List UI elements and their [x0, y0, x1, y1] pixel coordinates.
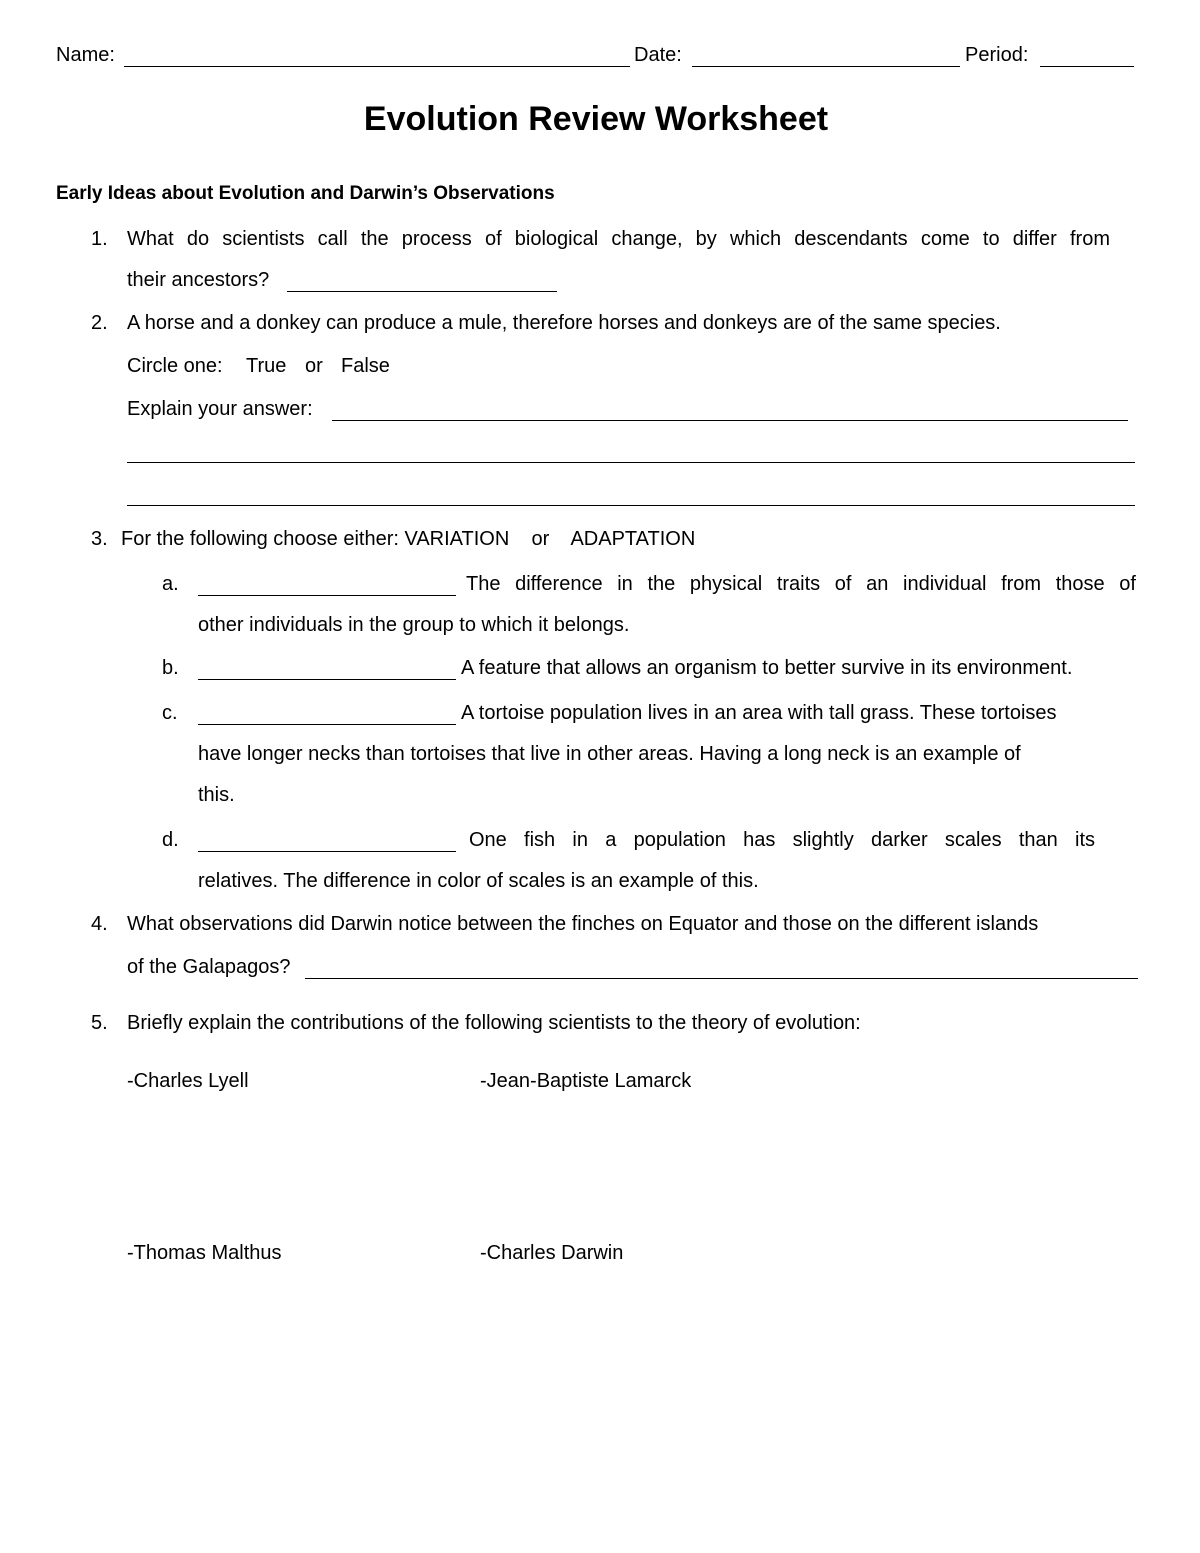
period-label: Period:: [965, 44, 1029, 66]
explain-answer-line-1[interactable]: [332, 420, 1128, 421]
item-a-text-cont: other individuals in the group to which it belongs.: [198, 614, 630, 636]
sub-item-letter: c.: [162, 702, 178, 724]
circle-one-label: Circle one:: [127, 355, 223, 377]
question-number: 4.: [91, 913, 108, 935]
question-1-text-cont: their ancestors?: [127, 269, 270, 291]
question-5-text: Briefly explain the contributions of the following scientists to the theory of evolution:: [127, 1012, 861, 1034]
answer-field-a[interactable]: [198, 595, 456, 596]
question-2-text: A horse and a donkey can produce a mule, therefore horses and donkeys are of the same species.: [127, 312, 1001, 334]
page-title: Evolution Review Worksheet: [363, 100, 829, 138]
question-4-text: What observations did Darwin notice between the finches on Equator and those on the different islands: [127, 913, 1039, 935]
question-number: 1.: [91, 228, 108, 250]
period-field[interactable]: [1040, 66, 1134, 67]
answer-field-d[interactable]: [198, 851, 456, 852]
date-label: Date:: [634, 44, 682, 66]
section-heading: Early Ideas about Evolution and Darwin’s Observations: [56, 183, 555, 204]
scientist-lyell: -Charles Lyell: [127, 1070, 249, 1092]
option-or: or: [305, 355, 323, 377]
sub-item-letter: a.: [162, 573, 179, 595]
date-field[interactable]: [692, 66, 960, 67]
question-3-intro: For the following choose either: VARIATION or ADAPTATION: [121, 528, 696, 550]
scientist-darwin: -Charles Darwin: [480, 1242, 624, 1264]
scientist-malthus: -Thomas Malthus: [127, 1242, 282, 1264]
explain-answer-line-3[interactable]: [127, 505, 1135, 506]
item-c-text-cont: have longer necks than tortoises that live in other areas. Having a long neck is an example of: [198, 743, 1021, 765]
option-false[interactable]: False: [341, 355, 390, 377]
item-d-text: One fish in a population has slightly darker scales than its: [469, 829, 1095, 851]
item-c-text: A tortoise population lives in an area with tall grass. These tortoises: [461, 702, 1057, 724]
question-number: 2.: [91, 312, 108, 334]
scientist-lamarck: -Jean-Baptiste Lamarck: [480, 1070, 692, 1092]
sub-item-letter: b.: [162, 657, 179, 679]
option-true[interactable]: True: [246, 355, 287, 377]
question-4-answer-field[interactable]: [305, 978, 1138, 979]
item-d-text-cont: relatives. The difference in color of scales is an example of this.: [198, 870, 759, 892]
explain-answer-line-2[interactable]: [127, 462, 1135, 463]
name-label: Name:: [56, 44, 115, 66]
question-1-text: What do scientists call the process of biological change, by which descendants come to differ from: [127, 228, 1110, 250]
question-number: 3.: [91, 528, 108, 550]
name-field[interactable]: [124, 66, 630, 67]
question-number: 5.: [91, 1012, 108, 1034]
answer-field-c[interactable]: [198, 724, 456, 725]
item-a-text: The difference in the physical traits of an individual from those of: [466, 573, 1136, 595]
explain-label: Explain your answer:: [127, 398, 313, 420]
question-4-text-cont: of the Galapagos?: [127, 956, 291, 978]
item-c-text-end: this.: [198, 784, 235, 806]
question-1-answer-field[interactable]: [287, 291, 557, 292]
sub-item-letter: d.: [162, 829, 179, 851]
answer-field-b[interactable]: [198, 679, 456, 680]
item-b-text: A feature that allows an organism to better survive in its environment.: [461, 657, 1073, 679]
